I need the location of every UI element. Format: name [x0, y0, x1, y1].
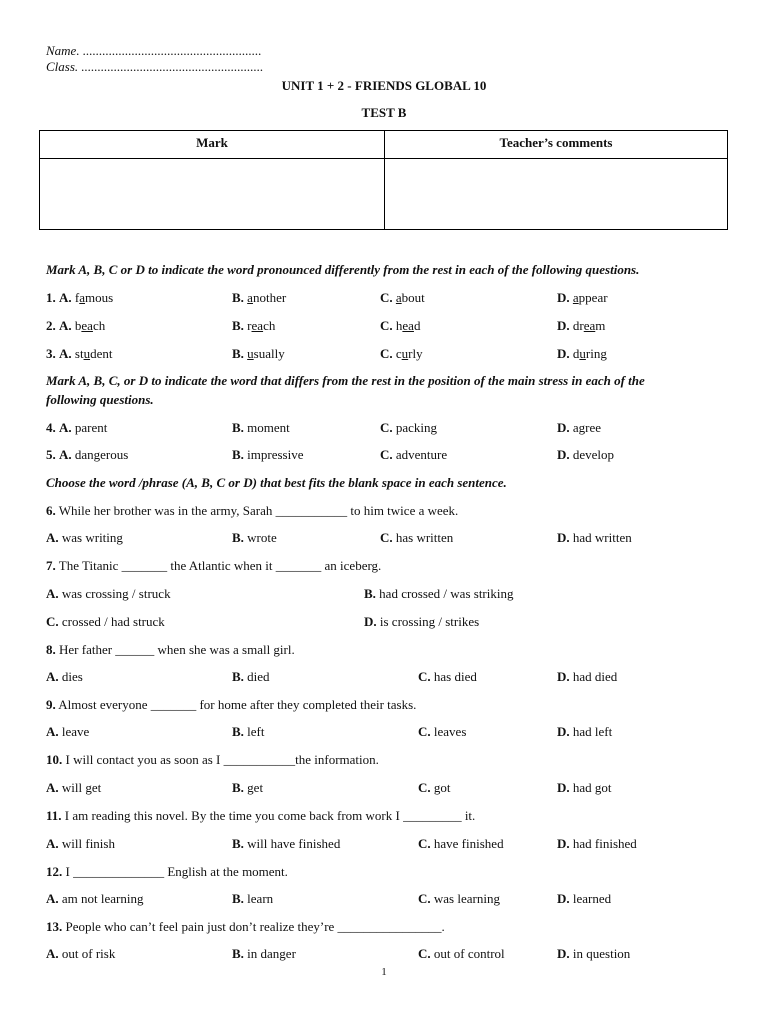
underlined-sound: a	[79, 290, 86, 305]
question-number: 13.	[46, 919, 63, 934]
question-text: People who can’t feel pain just don’t realize they’re ________________.	[65, 919, 445, 934]
answer-option	[46, 614, 165, 630]
answer-option	[380, 318, 420, 334]
option-text-suffix: ppear	[578, 290, 608, 305]
option-text-suffix: m	[595, 318, 606, 333]
grade-table	[39, 130, 728, 230]
question-text: The Titanic _______ the Atlantic when it _______ an iceberg.	[58, 558, 382, 573]
option-text: has died	[433, 669, 477, 684]
answer-option	[46, 346, 112, 362]
underlined-sound: ea	[81, 318, 93, 333]
option-text-suffix: sually	[253, 346, 285, 361]
option-text: am not learning	[61, 891, 144, 906]
option-text: crossed / had struck	[61, 614, 165, 629]
underlined-sound: ea	[251, 318, 264, 333]
answer-option	[557, 669, 617, 685]
option-letter: B.	[232, 780, 244, 795]
answer-option	[557, 891, 611, 907]
answer-option	[557, 836, 637, 852]
option-letter: C.	[418, 669, 431, 684]
answer-option	[46, 724, 89, 740]
option-letter: A.	[59, 447, 72, 462]
underlined-sound: a	[395, 290, 402, 305]
answer-option	[232, 836, 340, 852]
stress-instruction-line-2: following questions.	[46, 392, 154, 407]
question-stem	[46, 808, 475, 824]
option-text-prefix: b	[74, 318, 82, 333]
option-letter: C.	[380, 346, 393, 361]
option-letter: A.	[46, 586, 59, 601]
option-text: adventure	[395, 447, 448, 462]
option-text: learn	[247, 891, 274, 906]
option-letter: C.	[380, 318, 393, 333]
answer-option	[380, 447, 447, 463]
answer-option	[232, 669, 270, 685]
answer-option	[46, 836, 115, 852]
option-text: dies	[61, 669, 83, 684]
table-header-divider	[40, 158, 727, 159]
option-letter: B.	[232, 318, 244, 333]
option-letter: D.	[557, 891, 570, 906]
option-text: was learning	[433, 891, 500, 906]
answer-option	[380, 346, 423, 362]
question-text: Almost everyone _______ for home after they completed their tasks.	[58, 697, 417, 712]
answer-option	[364, 614, 479, 630]
option-text: parent	[74, 420, 108, 435]
option-letter: A.	[59, 290, 72, 305]
option-text: had finished	[572, 836, 637, 851]
answer-option	[232, 447, 304, 463]
mark-column-header: Mark	[196, 135, 228, 150]
underlined-sound: a	[572, 290, 579, 305]
option-letter: B.	[232, 346, 244, 361]
option-letter: C.	[418, 946, 431, 961]
option-text: had got	[572, 780, 612, 795]
option-text: will have finished	[247, 836, 341, 851]
question-stem	[46, 503, 458, 519]
option-text-prefix: d	[572, 346, 580, 361]
option-text: packing	[395, 420, 438, 435]
option-letter: B.	[232, 290, 244, 305]
answer-option	[418, 836, 504, 852]
option-text: wrote	[247, 530, 277, 545]
option-text-suffix: ch	[92, 318, 106, 333]
option-text: leaves	[433, 724, 467, 739]
underlined-sound: u	[401, 346, 409, 361]
answer-option	[232, 530, 277, 546]
page-subtitle: TEST B	[361, 105, 407, 120]
answer-option	[46, 290, 113, 306]
question-stem	[46, 642, 295, 658]
option-text-prefix: dr	[572, 318, 584, 333]
option-letter: A.	[46, 836, 59, 851]
answer-option	[46, 586, 171, 602]
question-stem	[46, 558, 381, 574]
option-text: have finished	[433, 836, 504, 851]
option-letter: C.	[380, 420, 393, 435]
option-text: was writing	[61, 530, 123, 545]
option-letter: D.	[364, 614, 377, 629]
option-letter: D.	[557, 530, 570, 545]
option-text: in question	[572, 946, 631, 961]
option-letter: B.	[232, 669, 244, 684]
answer-option	[557, 346, 607, 362]
question-number: 4.	[46, 420, 56, 435]
answer-option	[557, 290, 608, 306]
option-letter: C.	[418, 724, 431, 739]
question-text: I ______________ English at the moment.	[65, 864, 288, 879]
answer-option	[232, 318, 275, 334]
option-text-suffix: ring	[585, 346, 607, 361]
option-letter: A.	[46, 669, 59, 684]
answer-option	[46, 318, 105, 334]
option-letter: D.	[557, 669, 570, 684]
pronunciation-instruction: Mark A, B, C or D to indicate the word pronounced differently from the rest in each of the following questions.	[46, 262, 640, 277]
option-text-suffix: rly	[408, 346, 423, 361]
option-letter: C.	[418, 780, 431, 795]
option-text-prefix: st	[74, 346, 84, 361]
answer-option	[557, 420, 601, 436]
comments-column-header: Teacher’s comments	[499, 135, 613, 150]
option-letter: B.	[232, 530, 244, 545]
answer-option	[418, 891, 500, 907]
option-letter: B.	[232, 836, 244, 851]
answer-option	[232, 780, 263, 796]
answer-option	[418, 724, 466, 740]
question-number: 6.	[46, 503, 56, 518]
option-text: has written	[395, 530, 454, 545]
option-text: is crossing / strikes	[379, 614, 480, 629]
option-letter: D.	[557, 447, 570, 462]
option-text-suffix: nother	[252, 290, 287, 305]
option-letter: A.	[59, 346, 72, 361]
question-number: 3.	[46, 346, 56, 361]
option-text: will get	[61, 780, 102, 795]
option-letter: C.	[380, 447, 393, 462]
answer-option	[418, 669, 477, 685]
underlined-sound: u	[247, 346, 254, 361]
answer-option	[364, 586, 513, 602]
option-text: agree	[572, 420, 602, 435]
option-text-prefix: c	[395, 346, 402, 361]
option-text-prefix: r	[247, 318, 252, 333]
question-number: 5.	[46, 447, 56, 462]
option-letter: C.	[380, 530, 393, 545]
answer-option	[232, 724, 265, 740]
option-text: out of risk	[61, 946, 116, 961]
answer-option	[557, 780, 612, 796]
answer-option	[418, 946, 505, 962]
option-letter: D.	[557, 346, 570, 361]
question-number: 12.	[46, 864, 63, 879]
option-text: had died	[572, 669, 618, 684]
underlined-sound: a	[247, 290, 253, 305]
question-text: I will contact you as soon as I ___________the information.	[65, 752, 379, 767]
option-text: got	[433, 780, 451, 795]
option-letter: C.	[418, 836, 431, 851]
option-letter: D.	[557, 318, 570, 333]
answer-option	[232, 346, 285, 362]
option-text-suffix: dent	[90, 346, 113, 361]
option-letter: A.	[59, 420, 72, 435]
option-text: left	[247, 724, 265, 739]
question-number: 7.	[46, 558, 56, 573]
page-title: UNIT 1 + 2 - FRIENDS GLOBAL 10	[281, 78, 487, 93]
option-text: develop	[572, 447, 615, 462]
answer-option	[46, 669, 83, 685]
grammar-instruction: Choose the word /phrase (A, B, C or D) that best fits the blank space in each sentence.	[46, 475, 507, 490]
question-text: Her father ______ when she was a small girl.	[59, 642, 295, 657]
option-text-prefix: f	[74, 290, 80, 305]
option-text: had crossed / was striking	[379, 586, 514, 601]
option-text: died	[247, 669, 270, 684]
question-number: 8.	[46, 642, 56, 657]
option-letter: A.	[46, 946, 59, 961]
underlined-sound: ea	[402, 318, 414, 333]
option-letter: D.	[557, 724, 570, 739]
option-letter: B.	[364, 586, 376, 601]
page-number: 1	[381, 966, 387, 978]
option-letter: D.	[557, 946, 570, 961]
option-letter: D.	[557, 420, 570, 435]
answer-option	[46, 946, 115, 962]
underlined-sound: u	[83, 346, 91, 361]
option-text-suffix: mous	[85, 290, 114, 305]
option-letter: D.	[557, 780, 570, 795]
answer-option	[380, 530, 453, 546]
option-letter: A.	[46, 530, 59, 545]
option-text: moment	[247, 420, 290, 435]
answer-option	[557, 946, 630, 962]
name-field-line: Name. .......................................................	[46, 43, 262, 58]
question-stem	[46, 864, 288, 880]
answer-option	[232, 420, 290, 436]
answer-option	[46, 891, 143, 907]
option-text-suffix: ch	[263, 318, 276, 333]
answer-option	[46, 447, 128, 463]
option-text: dangerous	[74, 447, 129, 462]
question-number: 10.	[46, 752, 63, 767]
option-letter: D.	[557, 290, 570, 305]
question-stem	[46, 919, 445, 935]
option-letter: A.	[46, 724, 59, 739]
option-text: in danger	[247, 946, 296, 961]
option-text: will finish	[61, 836, 115, 851]
question-text: I am reading this novel. By the time you come back from work I _________ it.	[64, 808, 476, 823]
answer-option	[380, 290, 425, 306]
question-number: 2.	[46, 318, 56, 333]
question-stem	[46, 697, 416, 713]
underlined-sound: u	[579, 346, 586, 361]
answer-option	[380, 420, 437, 436]
answer-option	[46, 420, 107, 436]
option-text: was crossing / struck	[61, 586, 171, 601]
underlined-sound: ea	[583, 318, 596, 333]
option-text: get	[247, 780, 264, 795]
option-letter: A.	[59, 318, 72, 333]
class-field-line: Class. ........................................................	[46, 59, 264, 74]
question-number: 9.	[46, 697, 56, 712]
option-letter: B.	[232, 724, 244, 739]
option-letter: B.	[232, 447, 244, 462]
option-text: out of control	[433, 946, 505, 961]
answer-option	[232, 891, 273, 907]
option-letter: B.	[232, 420, 244, 435]
option-letter: C.	[380, 290, 393, 305]
answer-option	[46, 530, 123, 546]
answer-option	[46, 780, 101, 796]
stress-instruction-line-1: Mark A, B, C, or D to indicate the word that differs from the rest in the position of the main stress in each of the	[46, 373, 645, 388]
option-text: leave	[61, 724, 90, 739]
option-letter: D.	[557, 836, 570, 851]
answer-option	[557, 447, 614, 463]
question-number: 1.	[46, 290, 56, 305]
option-letter: B.	[232, 891, 244, 906]
answer-option	[232, 946, 296, 962]
option-letter: B.	[232, 946, 244, 961]
option-text: had written	[572, 530, 632, 545]
option-letter: C.	[418, 891, 431, 906]
question-number: 11.	[46, 808, 62, 823]
answer-option	[557, 724, 612, 740]
answer-option	[557, 530, 632, 546]
option-letter: A.	[46, 780, 59, 795]
option-letter: C.	[46, 614, 59, 629]
answer-option	[232, 290, 286, 306]
question-stem	[46, 752, 379, 768]
option-text-suffix: bout	[401, 290, 425, 305]
option-text: had left	[572, 724, 613, 739]
option-letter: A.	[46, 891, 59, 906]
option-text: impressive	[247, 447, 304, 462]
answer-option	[418, 780, 451, 796]
question-text: While her brother was in the army, Sarah ___________ to him twice a week.	[58, 503, 459, 518]
answer-option	[557, 318, 605, 334]
option-text-prefix: h	[395, 318, 403, 333]
option-text-suffix: d	[413, 318, 421, 333]
option-text: learned	[572, 891, 612, 906]
